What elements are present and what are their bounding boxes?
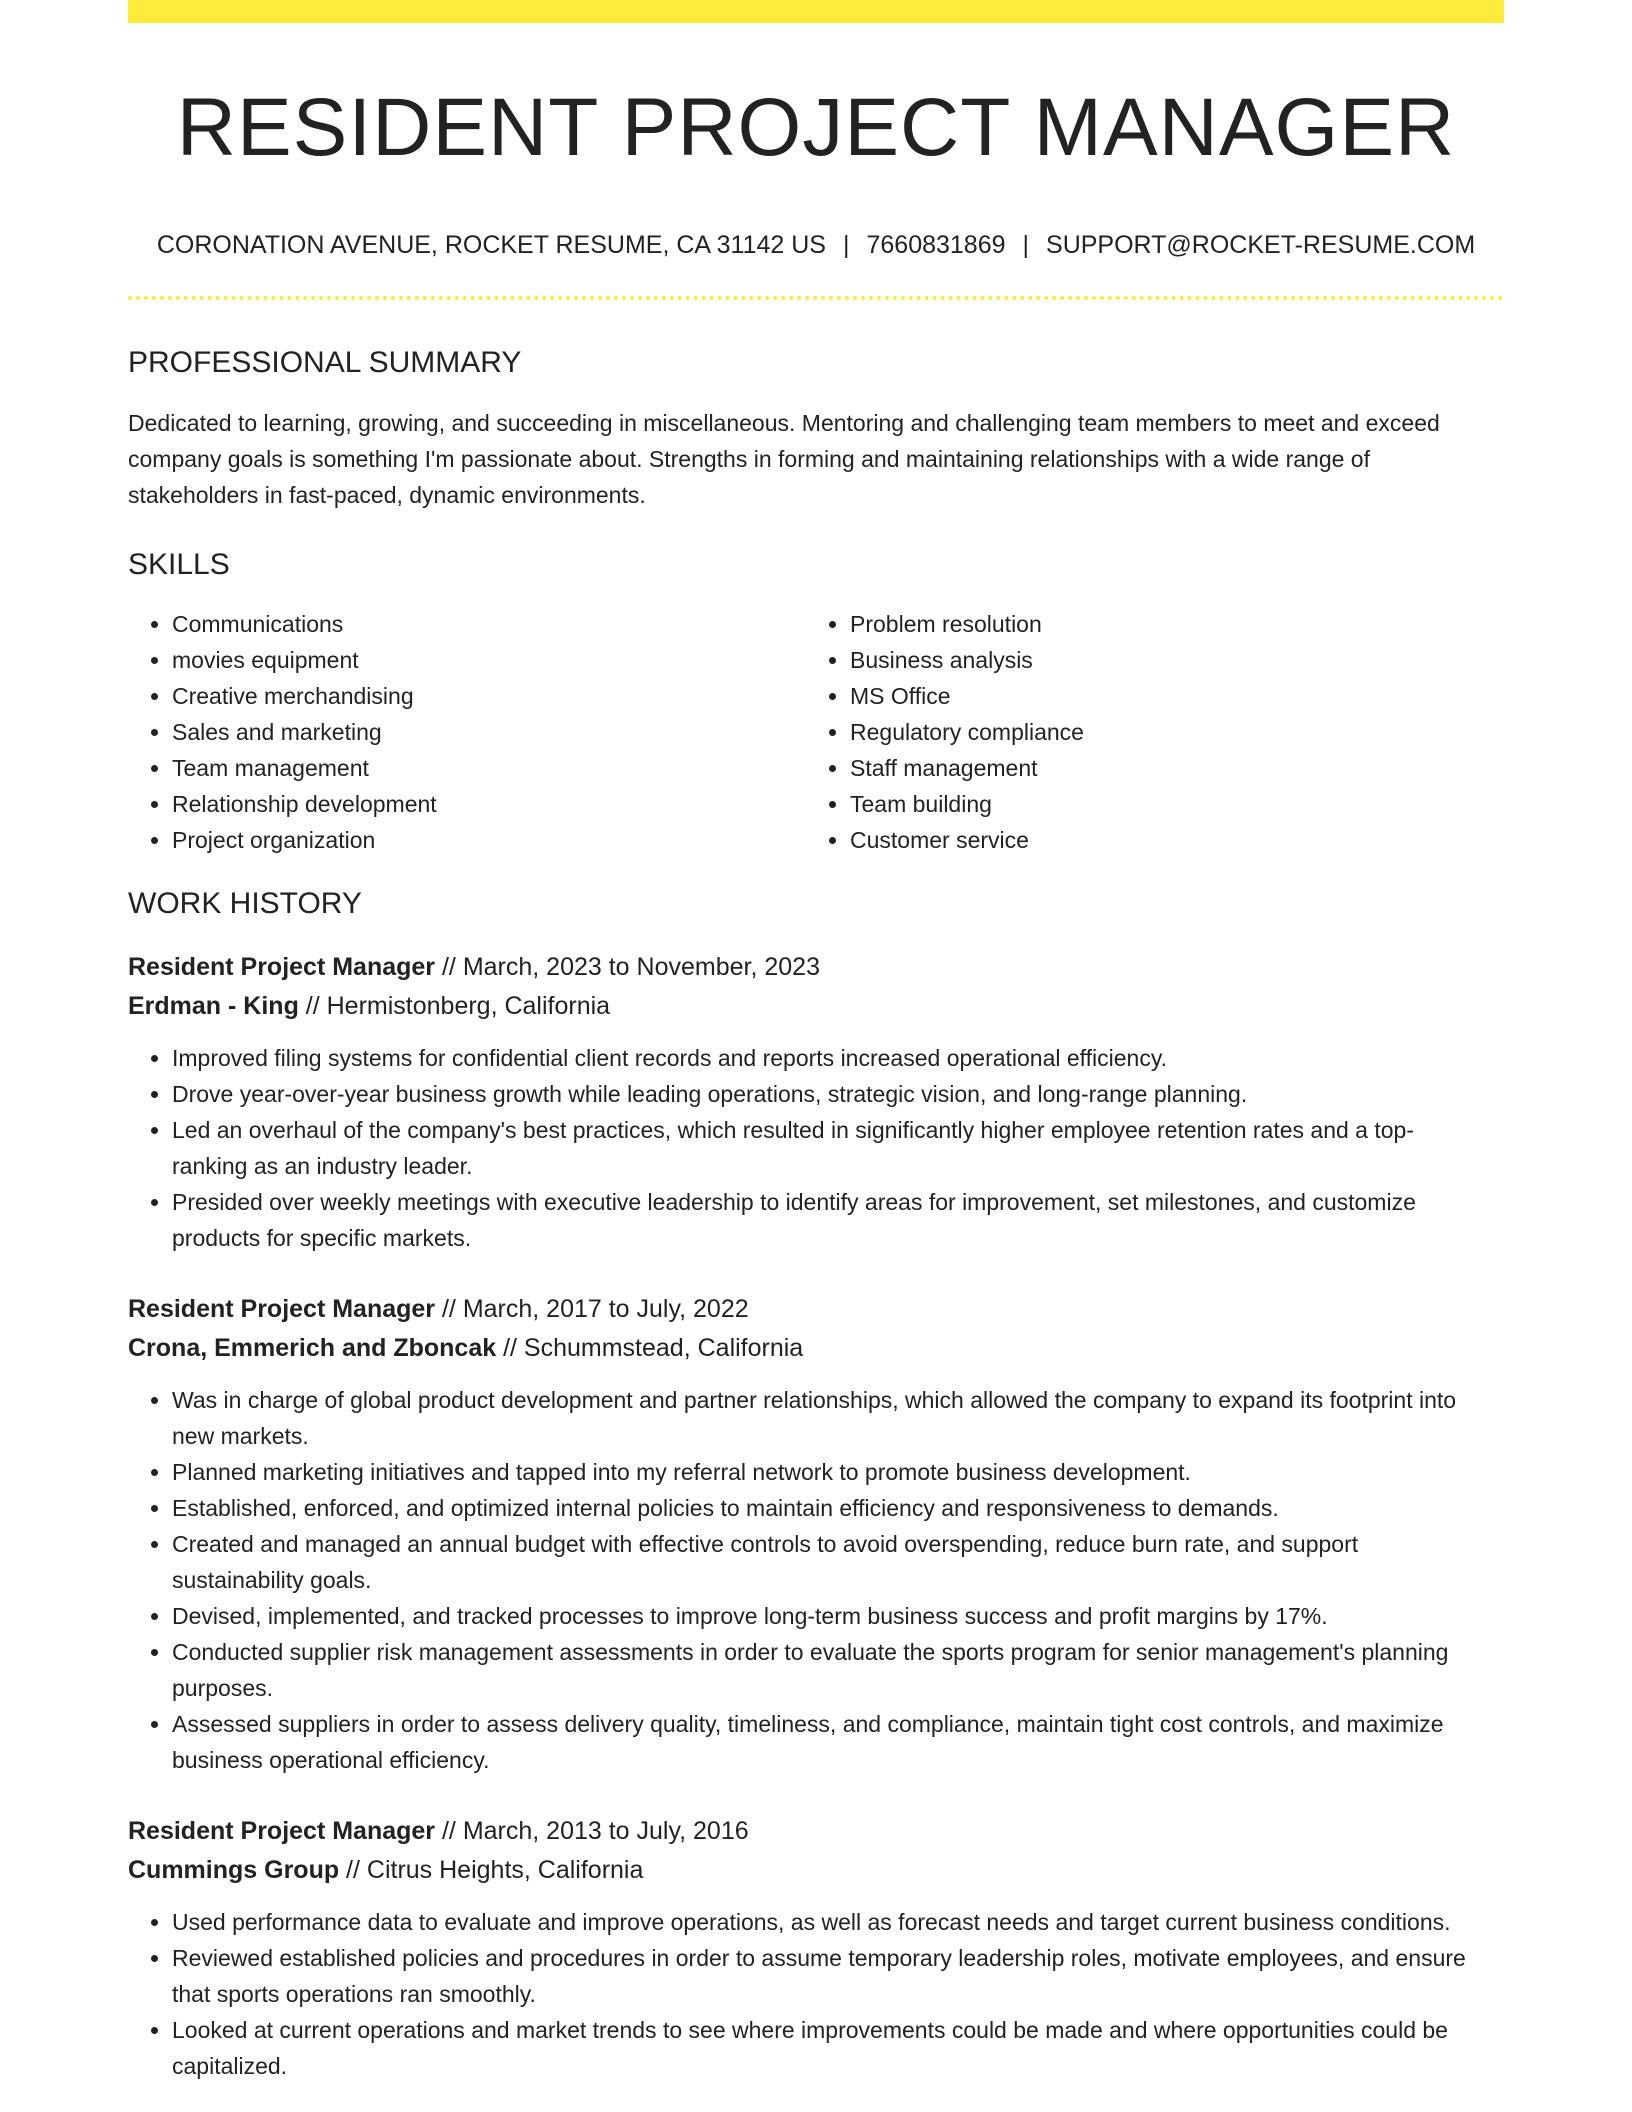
job-company-line [128, 987, 1504, 1026]
job-company-line [128, 1329, 1504, 1368]
accent-top-bar [128, 0, 1504, 23]
job-bullet: • Conducted supplier risk management assessments in order to evaluate the sports program for senior management's planning purposes. [172, 1634, 1504, 1706]
skill-item: • movies equipment [172, 642, 806, 678]
contact-separator: | [1022, 231, 1030, 260]
skill-item: • Problem resolution [850, 606, 1484, 642]
summary-text: Dedicated to learning, growing, and succeeding in miscellaneous. Mentoring and challenging team members to meet and exceed company goals is something I'm passionate about. Strengths in forming and maintaining relationships with a wide range of stakeholders in fast-paced, dynamic environments. [128, 410, 1440, 509]
job-bullet: • Established, enforced, and optimized internal policies to maintain efficiency and responsiveness to demands. [172, 1490, 1504, 1526]
skill-item: • Communications [172, 606, 806, 642]
job-entry [128, 1812, 1504, 2084]
job-bullet: • Was in charge of global product development and partner relationships, which allowed the company to expand its footprint into new markets. [172, 1382, 1504, 1454]
job-bullet: • Reviewed established policies and procedures in order to assume temporary leadership roles, motivate employees, and ensure that sports operations ran smoothly. [172, 1940, 1504, 2012]
job-title-line [128, 948, 1504, 987]
job-dates: // March, 2013 to July, 2016 [435, 1817, 749, 1846]
job-bullet: • Drove year-over-year business growth while leading operations, strategic vision, and long-range planning. [172, 1076, 1504, 1112]
job-bullet: • Assessed suppliers in order to assess delivery quality, timeliness, and compliance, maintain tight cost controls, and maximize business operational efficiency. [172, 1706, 1504, 1778]
job-entry [128, 948, 1504, 1256]
skills-left-list [128, 606, 806, 858]
skill-item: • Regulatory compliance [850, 714, 1484, 750]
resume-name-title: RESIDENT PROJECT MANAGER [176, 82, 1456, 173]
job-bullet: • Led an overhaul of the company's best practices, which resulted in significantly higher employee retention rates and a top-ranking as an industry leader. [172, 1112, 1504, 1184]
contact-phone: 7660831869 [866, 231, 1006, 260]
job-company: Crona, Emmerich and Zboncak [128, 1334, 497, 1363]
job-location: // Hermistonberg, California [298, 992, 611, 1021]
summary-heading: PROFESSIONAL SUMMARY [128, 346, 522, 380]
skill-item: • Team management [172, 750, 806, 786]
skills-right-list [806, 606, 1484, 858]
job-title: Resident Project Manager [128, 1817, 436, 1846]
job-entry [128, 1290, 1504, 1778]
skills-heading: SKILLS [128, 548, 230, 582]
job-company: Cummings Group [128, 1856, 340, 1885]
work-history-heading: WORK HISTORY [128, 887, 362, 921]
job-bullet-list [128, 1040, 1504, 1256]
contact-separator: | [842, 231, 850, 260]
job-title-line [128, 1290, 1504, 1329]
job-location: // Schummstead, California [496, 1334, 804, 1363]
contact-email: SUPPORT@ROCKET-RESUME.COM [1046, 231, 1476, 260]
skill-item: • Team building [850, 786, 1484, 822]
skills-grid [128, 606, 1504, 858]
job-title: Resident Project Manager [128, 953, 436, 982]
job-bullet: • Looked at current operations and market trends to see where improvements could be made and where opportunities could be capitalized. [172, 2012, 1504, 2084]
skill-item: • Relationship development [172, 786, 806, 822]
job-bullet: • Used performance data to evaluate and improve operations, as well as forecast needs and target current business conditions. [172, 1904, 1504, 1940]
job-dates: // March, 2017 to July, 2022 [435, 1295, 749, 1324]
job-title: Resident Project Manager [128, 1295, 436, 1324]
resume-page [128, 0, 1504, 2084]
job-bullet: • Created and managed an annual budget with effective controls to avoid overspending, reduce burn rate, and support sustainability goals. [172, 1526, 1504, 1598]
contact-line [128, 231, 1504, 260]
skill-item: • MS Office [850, 678, 1484, 714]
skill-item: • Customer service [850, 822, 1484, 858]
job-bullet-list [128, 1382, 1504, 1778]
dotted-divider [128, 296, 1504, 300]
job-bullet: • Improved filing systems for confidential client records and reports increased operational efficiency. [172, 1040, 1504, 1076]
skill-item: • Sales and marketing [172, 714, 806, 750]
job-bullet: • Devised, implemented, and tracked processes to improve long-term business success and profit margins by 17%. [172, 1598, 1504, 1634]
job-bullet: • Planned marketing initiatives and tapped into my referral network to promote business development. [172, 1454, 1504, 1490]
skill-item: • Creative merchandising [172, 678, 806, 714]
skill-item: • Project organization [172, 822, 806, 858]
job-title-line [128, 1812, 1504, 1851]
skill-item: • Staff management [850, 750, 1484, 786]
job-bullet: • Presided over weekly meetings with executive leadership to identify areas for improvement, set milestones, and customize products for specific markets. [172, 1184, 1504, 1256]
skill-item: • Business analysis [850, 642, 1484, 678]
job-company-line [128, 1851, 1504, 1890]
job-dates: // March, 2023 to November, 2023 [435, 953, 820, 982]
job-bullet-list [128, 1904, 1504, 2084]
job-location: // Citrus Heights, California [339, 1856, 644, 1885]
contact-address: CORONATION AVENUE, ROCKET RESUME, CA 31142 US [156, 231, 826, 260]
job-company: Erdman - King [128, 992, 299, 1021]
